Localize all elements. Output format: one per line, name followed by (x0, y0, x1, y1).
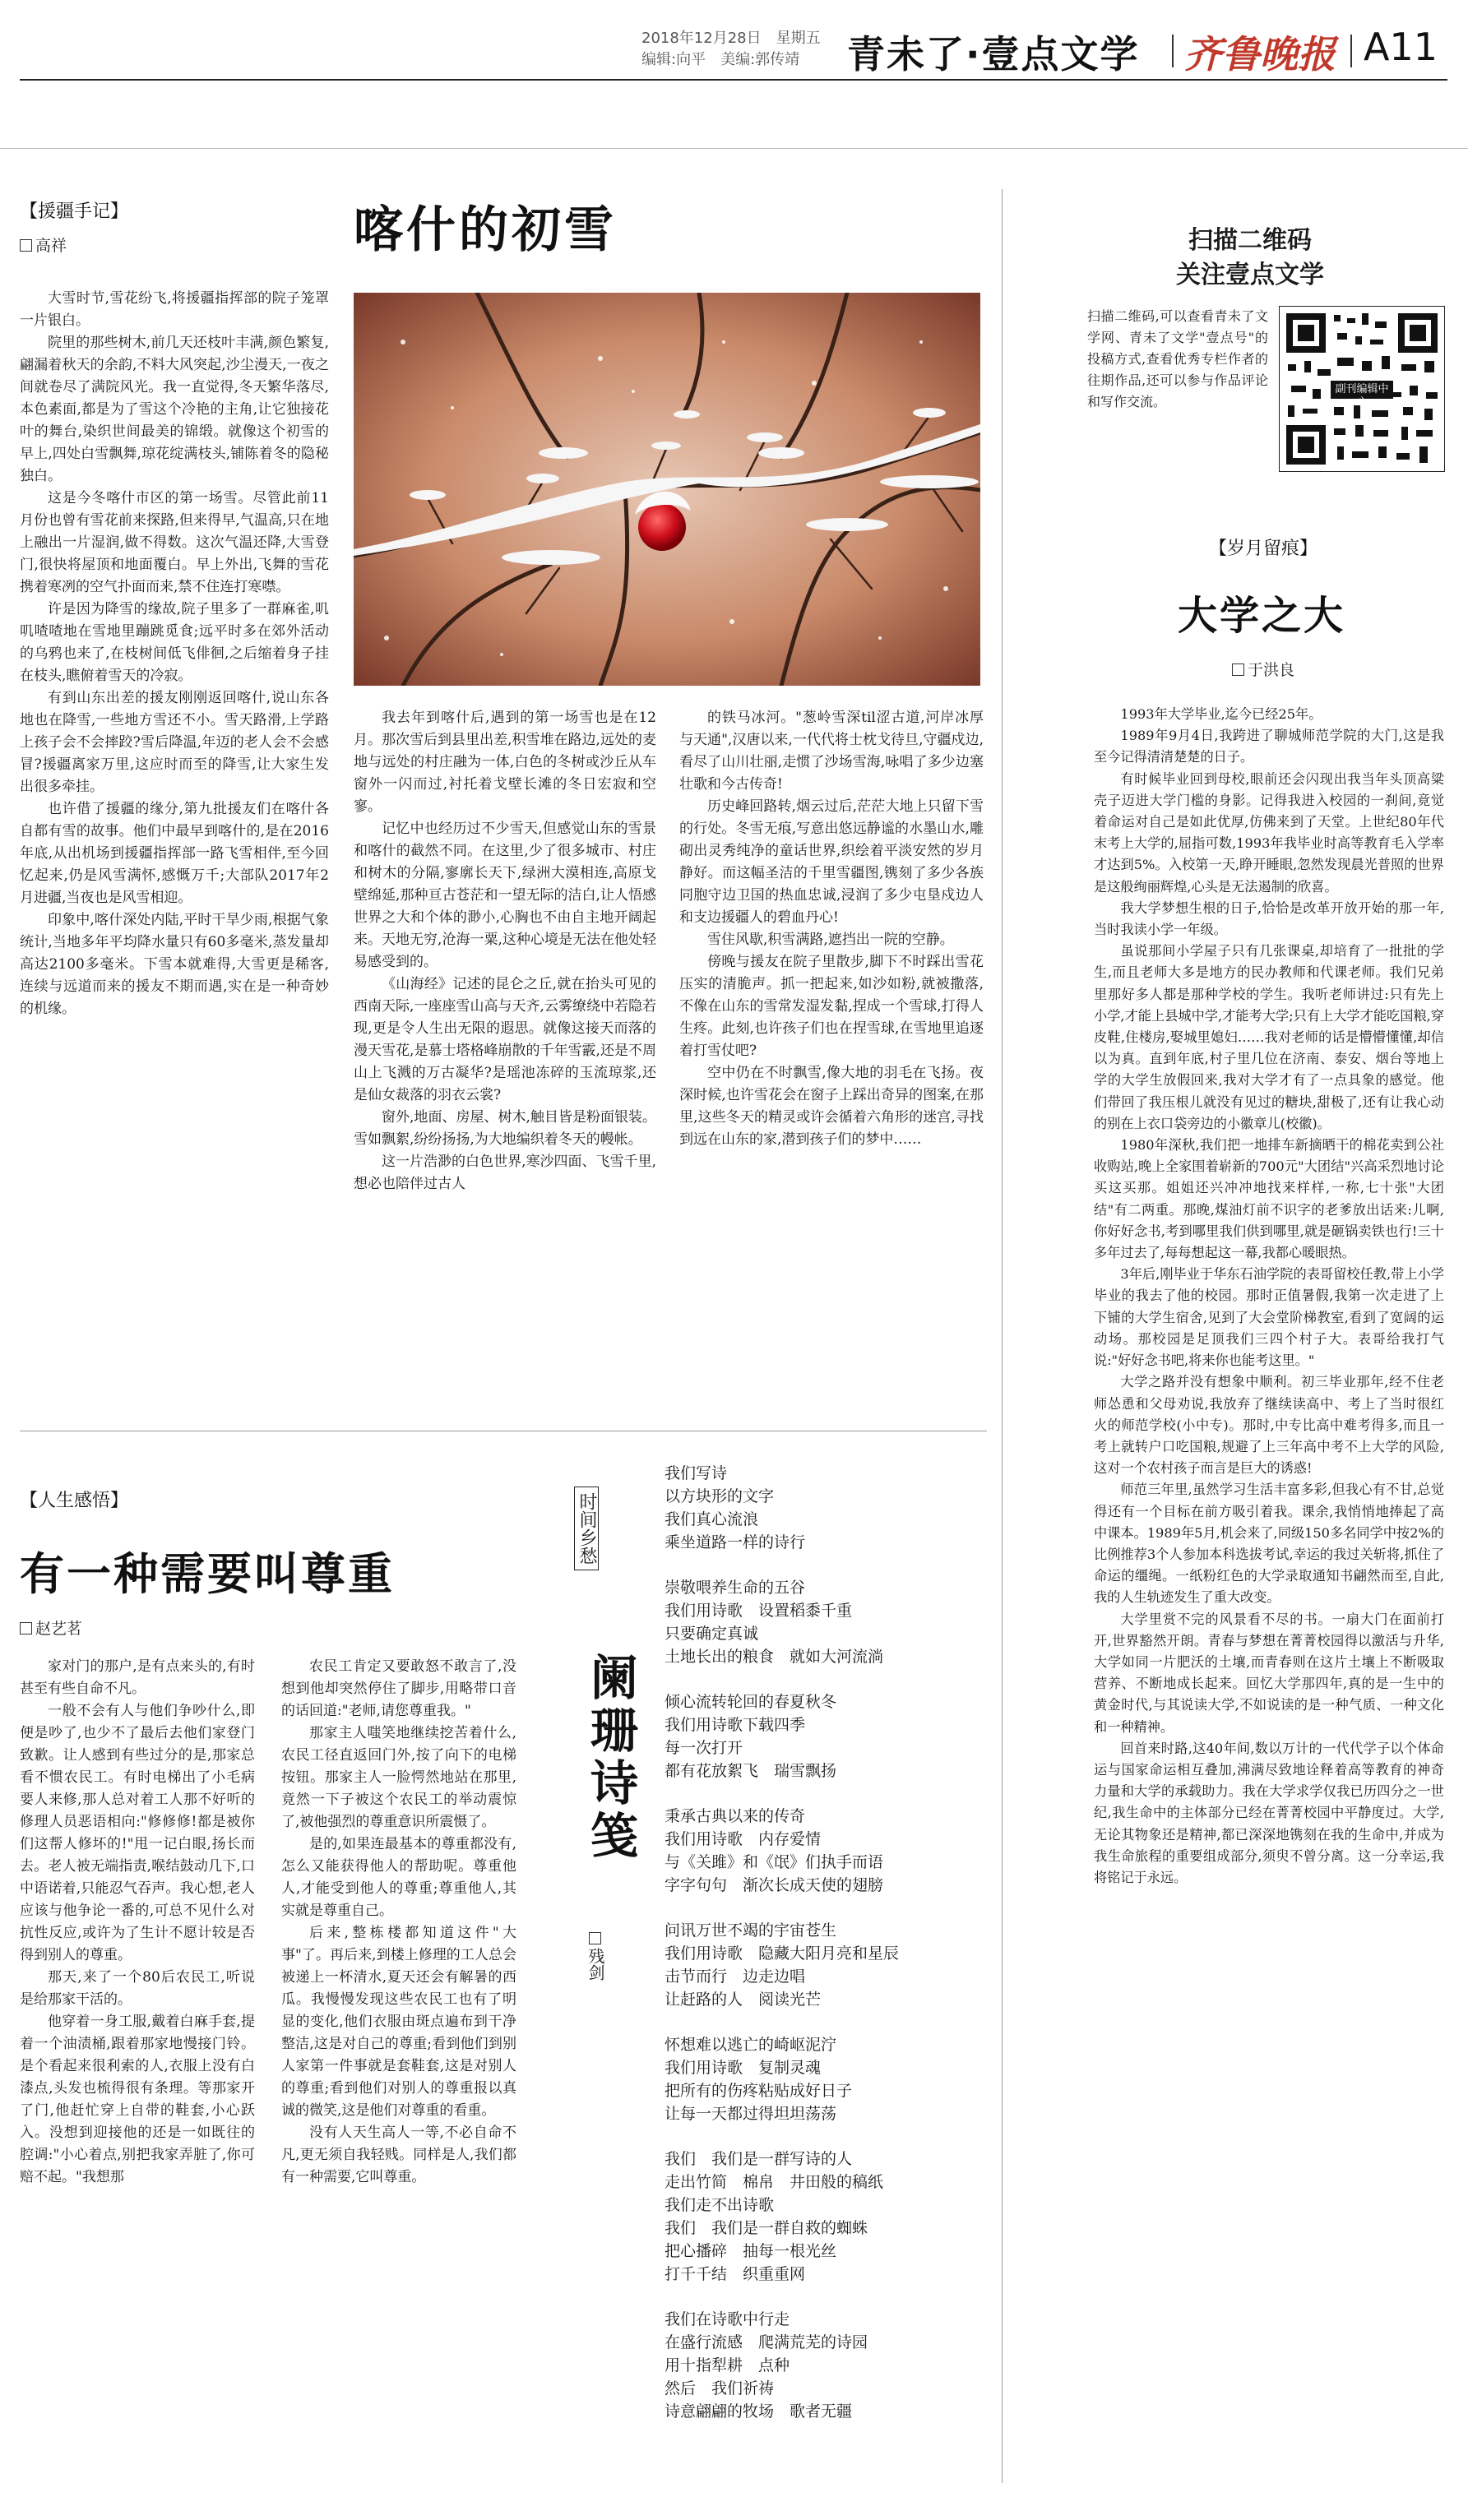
article1-title: 喀什的初雪 (354, 201, 617, 259)
poem-line: 乘坐道路一样的诗行 (665, 1533, 806, 1551)
poem-line: 与《关雎》和《氓》们执手而语 (665, 1853, 884, 1871)
section-title: 青未了·壹点文学 (847, 32, 1140, 76)
poem-stanza (665, 1462, 993, 1554)
paragraph: 的铁马冰河。"葱岭雪深til涩古道,河岸冰厚与天通",汉唐以来,一代代将士枕戈待旦,守疆戍边,看尽了山川壮丽,走惯了沙场雪海,咏唱了多少边塞壮歌和今古传奇! (679, 710, 984, 793)
poem-line: 让每一天都过得坦坦荡荡 (665, 2105, 837, 2123)
article2-byline (1232, 658, 1294, 680)
article4-title: 阑珊诗笺 (582, 1653, 638, 1863)
poem-line: 用十指犁耕 点种 (665, 2356, 790, 2374)
poem-line: 我们用诗歌 设置稻黍千重 (665, 1602, 853, 1620)
poem-line: 让赶路的人 阅读光芒 (665, 1991, 822, 2009)
poem-line: 诗意翩翩的牧场 歌者无疆 (665, 2402, 853, 2421)
qr-heading-line2: 关注壹点文学 (1176, 261, 1324, 289)
article2-title: 大学之大 (1178, 593, 1346, 639)
page-number: A11 (1364, 25, 1438, 69)
paragraph: 家对门的那户,是有点来头的,有时甚至有些自命不凡。 (20, 1658, 255, 1697)
article2-author: 于洪良 (1248, 661, 1295, 679)
poem-line: 走出竹简 棉帛 井田般的稿纸 (665, 2173, 884, 2191)
poem-line: 我们 我们是一群写诗的人 (665, 2150, 853, 2168)
poem-line: 倾心流转轮回的春夏秋冬 (665, 1693, 837, 1711)
article4-byline (586, 1932, 605, 1981)
paragraph: 窗外,地面、房屋、树木,触目皆是粉面银装。雪如飘絮,纷纷扬扬,为大地编织着冬天的幔帐。 (354, 1109, 656, 1148)
paragraph: 大学之路并没有想象中顺利。初三毕业那年,经不住老师怂恿和父母劝说,我放弃了继续读高中、考上了当时很红火的师范学校(小中专)。那时,中专比高中难考得多,而且一考上就转户口吃国粮,规避了上三年高中考不上大学的风险,这对一个农村孩子而言是巨大的诱惑! (1094, 1374, 1444, 1477)
poem-line: 每一次打开 (665, 1739, 743, 1757)
article1-column-2 (354, 707, 656, 1195)
paragraph: 大雪时节,雪花纷飞,将援疆指挥部的院子笼罩一片银白。 (20, 290, 329, 329)
paragraph: 那天,来了一个80后农民工,听说是给那家干活的。 (20, 1969, 255, 2008)
article2-body (1094, 704, 1444, 1889)
article3-tag: 【人生感悟】 (20, 1491, 129, 1511)
paragraph: 他穿着一身工服,戴着白麻手套,提着一个油渍桶,跟着那家地慢接门铃。是个看起来很利索的人,衣服上没有白漆点,头发也梳得很有条理。等那家开了门,他赶忙穿上自带的鞋套,小心跃入。没想到迎接他的还是一如既往的腔调:"小心着点,别把我家弄脏了,你可赔不起。"我想那 (20, 2014, 255, 2185)
right-column-divider (1002, 189, 1003, 2483)
paragraph: 没有人天生高人一等,不必自命不凡,更无须自我轻贱。同样是人,我们都有一种需要,它叫尊重。 (281, 2125, 516, 2185)
poem-line: 字字句句 渐次长成天使的翅膀 (665, 1876, 884, 1894)
article3-byline (20, 1616, 82, 1639)
poem-stanza (665, 2308, 993, 2423)
poem-line: 怀想难以逃亡的崎岖泥泞 (665, 2036, 837, 2054)
poem-line: 击节而行 边走边唱 (665, 1967, 806, 1986)
article3-column-1 (20, 1656, 255, 2189)
article4-author: 残剑 (586, 1948, 605, 1981)
article1-column-1 (20, 288, 329, 1020)
poem-line: 我们走不出诗歌 (665, 2196, 775, 2214)
paragraph: 1993年大学毕业,迄今已经25年。 (1120, 706, 1322, 722)
article3-column-2 (281, 1656, 516, 2189)
paragraph: 记忆中也经历过不少雪天,但感觉山东的雪景和喀什的截然不同。在这里,少了很多城市、村庄和树木的分隔,寥廓长天下,绿洲大漠相连,高原戈壁绵延,那种亘古苍茫和一望无际的洁白,让人悟感世界之大和个体的渺小,心胸也不由自主地开阔起来。天地无穷,沧海一粟,这种心境是无法在他处轻易感受到的。 (354, 821, 656, 970)
header-rule (20, 79, 1447, 81)
qr-heading (1102, 224, 1398, 293)
qr-code[interactable] (1279, 306, 1445, 472)
poem-line: 秉承古典以来的传奇 (665, 1807, 806, 1825)
paragraph: 傍晚与援友在院子里散步,脚下不时踩出雪花压实的清脆声。抓一把起来,如沙如粉,就被撒落,不像在山东的雪常发湿发黏,捏成一个雪球,打得人生疼。此刻,也许孩子们也在捏雪球,在雪地里追逐着打雪仗吧? (679, 954, 984, 1059)
article3-title: 有一种需要叫尊重 (20, 1548, 395, 1600)
paragraph: 是的,如果连最基本的尊重都没有,怎么又能获得他人的帮助呢。尊重他人,才能受到他人的尊重;尊重他人,其实就是尊重自己。 (281, 1836, 516, 1919)
paragraph: 农民工肯定又要敢怒不敢言了,没想到他却突然停住了脚步,用略带口音的话回道:"老师,请您尊重我。" (281, 1658, 516, 1719)
poem-line: 崇敬喂养生命的五谷 (665, 1579, 806, 1597)
poem-line: 把所有的伤疼粘贴成好日子 (665, 2082, 853, 2100)
paragraph: 院里的那些树木,前几天还枝叶丰满,颜色繁复,翩漏着秋天的余韵,不料大风突起,沙尘漫天,一夜之间就卷尽了满院风光。我一直觉得,冬天繁华落尽,本色素面,都是为了雪这个冷艳的主角,让它独接花叶的舞台,染织世间最美的锦缎。就像这个初雪的早上,四处白雪飘舞,琼花绽满枝头,铺陈着冬的隐秘独白。 (20, 335, 329, 484)
poem-line: 我们 我们是一群自救的蜘蛛 (665, 2219, 868, 2237)
poem-line: 我们用诗歌 隐藏大阳月亮和星辰 (665, 1944, 900, 1963)
qr-heading-line1: 扫描二维码 (1188, 226, 1312, 255)
paragraph: 印象中,喀什深处内陆,平时干旱少雨,根据气象统计,当地多年平均降水量只有60多毫米,蒸发量却高达2100多毫米。下雪本就难得,大雪更是稀客,连续与远道而来的援友不期而遇,实在是一种奇妙的机缘。 (20, 912, 329, 1017)
paragraph: 1989年9月4日,我跨进了聊城师范学院的大门,这是我至今记得清清楚楚的日子。 (1094, 728, 1444, 765)
poem-stanza (665, 1576, 993, 1668)
poem-line: 我们真心流浪 (665, 1510, 759, 1528)
article3-author: 赵艺茗 (35, 1620, 83, 1638)
poem-line: 以方块形的文字 (665, 1487, 775, 1505)
paragraph: 3年后,刚毕业于华东石油学院的表哥留校任教,带上小学毕业的我去了他的校园。那时正值暑假,我第一次走进了上下铺的大学生宿舍,见到了大会堂阶梯教室,看到了宽阔的运动场。那校园是足顶我们三四个村子大。表哥给我打气说:"好好念书吧,将来你也能考这里。" (1094, 1266, 1444, 1369)
header-editors: 编辑:向平 美编:郭传靖 (641, 51, 800, 68)
paragraph: 许是因为降雪的缘故,院子里多了一群麻雀,叽叽喳喳地在雪地里蹦跳觅食;远平时多在郊外活动的乌鸦也来了,在枝树间低飞俳徊,之后缩着身子挂在枝头,瞧俯着雪天的冷寂。 (20, 601, 329, 684)
snow-berry-photo (354, 293, 980, 686)
paragraph: 那家主人嗤笑地继续挖苦着什么,农民工径直返回门外,按了向下的电梯按钮。那家主人一脸愕然地站在那里,竟然一下子被这个农民工的举动震惊了,被他强烈的尊重意识所震慑了。 (281, 1725, 516, 1830)
poem-stanza (665, 2148, 993, 2286)
poem-line: 我们写诗 (665, 1464, 728, 1482)
paragraph: 空中仍在不时飘雪,像大地的羽毛在飞扬。夜深时候,也许雪花会在窗子上踩出奇异的图案,在那里,这些冬天的精灵或许会循着六角形的迷宫,寻找到远在山东的家,潜到孩子们的梦中…… (679, 1065, 984, 1148)
poem-line: 土地长出的粮食 就如大河流淌 (665, 1648, 884, 1666)
poem-line: 我们用诗歌 复制灵魂 (665, 2059, 822, 2077)
poem-stanza (665, 1805, 993, 1897)
article1-column-3 (679, 707, 984, 1151)
poem-line: 把心播碎 抽每一根光丝 (665, 2242, 837, 2260)
paragraph: 历史峰回路转,烟云过后,茫茫大地上只留下雪的行处。冬雪无痕,写意出悠远静谧的水墨山水,雕砌出灵秀纯净的童话世界,织绘着平淡安然的岁月静好。而这幅圣洁的千里雪疆图,镌刻了多少各族同胞守边卫国的热血忠诚,浸润了多少屯垦戍边人和支边援疆人的碧血丹心! (679, 798, 984, 926)
poem-line: 在盛行流感 爬满荒芜的诗园 (665, 2333, 868, 2351)
qr-description: 扫描二维码,可以查看青未了文学网、青未了文学"壹点号"的投稿方式,查看优秀专栏作者的往期作品,还可以参与作品评论和写作交流。 (1087, 308, 1268, 409)
paragraph: 这一片浩渺的白色世界,寒沙四面、飞雪千里,想必也陪伴过古人 (354, 1154, 656, 1192)
poem-line: 都有花放絮飞 瑞雪飘扬 (665, 1762, 837, 1780)
qr-label: 副刊编辑中心 (1335, 383, 1389, 409)
paragraph: 我去年到喀什后,遇到的第一场雪也是在12月。那次雪后到县里出差,积雪堆在路边,远处的麦地与远处的村庄融为一体,白色的冬树或沙丘从车窗外一闪而过,衬托着戈壁长滩的冬日宏寂和空寥。 (354, 710, 656, 815)
article1-tag: 【援疆手记】 (20, 201, 129, 222)
paragraph: 有到山东出差的援友刚刚返回喀什,说山东各地也在降雪,一些地方雪还不小。雪天路滑,上学路上孩子会不会摔跤?雪后降温,年迈的老人会不会感冒?援疆离家万里,这应时而至的降雪,让大家生发出很多牵挂。 (20, 690, 329, 795)
poem-line: 我们用诗歌下载四季 (665, 1716, 806, 1734)
top-divider (0, 148, 1468, 149)
poem-stanza (665, 1919, 993, 2011)
article1-author: 高祥 (35, 237, 67, 255)
article2-tag: 【岁月留痕】 (1209, 539, 1318, 559)
paragraph: 雪住风歇,积雪满路,遮挡出一院的空静。 (707, 932, 954, 948)
paragraph: 这是今冬喀什市区的第一场雪。尽管此前11月份也曾有雪花前来探路,但来得早,气温高,只在地上融出一片湿润,做不得数。这次气温还降,大雪登门,很快将屋顶和地面覆白。早上外出,飞舞的雪花携着寒冽的空气扑面而来,禁不住连打寒噤。 (20, 490, 329, 595)
paper-logo: 齐鲁晚报 (1184, 32, 1336, 76)
paragraph: 大学里赏不完的风景看不尽的书。一扇大门在面前打开,世界豁然开朗。青春与梦想在菁菁校园得以激活与升华,大学如同一片肥沃的土壤,而青春则在这片土壤上不断吸取营养、不断地成长起来。回忆大学那四年,真的是一生中的黄金时代,与其说读大学,不如说读的是一种气质、一种文化和一种精神。 (1094, 1611, 1444, 1735)
poem-line: 只要确定真诚 (665, 1625, 759, 1643)
poem-line: 打千千结 织重重网 (665, 2265, 806, 2283)
paragraph: 也许借了援疆的缘分,第九批援友们在喀什各自都有雪的故事。他们中最早到喀什的,是在2016年底,从出机场到援疆指挥部一路飞雪相伴,至今回忆起来,仍是风雪满怀,感慨万千;大部队2017年2月进疆,当夜也是风雪相迎。 (20, 801, 329, 906)
paragraph: 《山海经》记述的昆仑之丘,就在抬头可见的西南天际,一座座雪山高与天齐,云雾缭绕中若隐若现,更是令人生出无限的遐思。就像这接天而落的漫天雪花,是慕士塔格峰崩散的千年雪霰,还是不周山上飞溅的万古凝华?是瑶池冻碎的玉流琼浆,还是仙女裁落的羽衣云裳? (354, 976, 656, 1103)
paragraph: 我大学梦想生根的日子,恰恰是改革开放开始的那一年,当时我读小学一年级。 (1094, 899, 1444, 938)
paragraph: 回首来时路,这40年间,数以万计的一代代学子以个体命运与国家命运相互叠加,沸满尽致地诠释着高等教育的神奇力量和大学的承载助力。我在大学求学仅我已历四分之一世纪,我生命中的主体部分已经在菁菁校园中平静度过。大学,无论其物象还是精神,都已深深地镌刻在我的生命中,并成为我生命旅程的重要组成部分,须臾不曾分离。这一分幸运,我将铭记于永远。 (1094, 1740, 1444, 1885)
paragraph: 虽说那间小学屋子只有几张课桌,却培育了一批批的学生,而且老师大多是地方的民办教师和代课老师。我们兄弟里那好多人都是那种学校的学生。我听老师讲过:只有先上小学,才能上县城中学,才能考大学;只有上大学才能吃国粮,穿皮鞋,住楼房,娶城里媳妇……我对老师的话是懵懵懂懂,却信以为真。直到年底,村子里几位在济南、泰安、烟台等地上学的大学生放假回来,我对大学才有了一点具象的感觉。他们带回了我压根儿就没有见过的糖块,甜极了,还有让我心动的别在上衣口袋旁边的小徽章儿(校徽)。 (1094, 943, 1444, 1131)
poem-line: 问讯万世不竭的宇宙苍生 (665, 1921, 837, 1940)
poem-stanza (665, 1690, 993, 1782)
poem-line: 然后 我们祈祷 (665, 2379, 775, 2397)
article1-byline (20, 234, 67, 256)
article4-poem (665, 1462, 993, 2445)
poem-stanza (665, 2033, 993, 2125)
article4-tag: 时间乡愁 (574, 1487, 599, 1570)
paragraph: 师范三年里,虽然学习生活丰富多彩,但我心有不甘,总觉得还有一个目标在前方吸引着我。课余,我悄悄地捧起了高中课本。1989年5月,机会来了,同级150多名同学中按2%的比例推荐3个人参加本科选拔考试,幸运的我过关斩将,抓住了命运的缰绳。一纸粉红色的大学录取通知书翩然而至,自此,我的人生轨迹发生了重大改变。 (1094, 1482, 1444, 1606)
paragraph: 有时候毕业回到母校,眼前还会闪现出我当年头顶高粱壳子迈进大学门槛的身影。记得我进入校园的一刹间,竟觉着命运对自己是如此优厚,仿佛来到了天堂。上世纪80年代末考上大学的,屈指可数,1993年我毕业时高等教育毛入学率才达到5%。入校第一天,睁开睡眼,忽然发现晨光普照的世界是这般绚丽辉煌,心头是无法遏制的欣喜。 (1094, 770, 1444, 895)
paragraph: 1980年深秋,我们把一地排车新摘晒干的棉花卖到公社收购站,晚上全家围着崭新的700元"大团结"兴高采烈地讨论买这买那。姐姐还兴冲冲地找来样样,一称,七十张"大团结"有二两重。那晚,煤油灯前不识字的老爹放出话来:儿啊,你好好念书,考到哪里我们供到哪里,就是砸锅卖铁也行!三十多年过去了,每每想起这一幕,我都心暖眼热。 (1094, 1137, 1444, 1261)
poem-line: 我们在诗歌中行走 (665, 2310, 790, 2328)
paragraph: 后来,整栋楼都知道这件"大事"了。再后来,到楼上修理的工人总会被递上一杯清水,夏天还会有解暑的西瓜。我慢慢发现这些农民工也有了明显的变化,他们衣服由斑点遍布到干净整洁,这是对自己的尊重;看到他们到别人家第一件事就是套鞋套,这是对别人的尊重;看到他们对别人的尊重报以真诚的微笑,这是他们对尊重的看重。 (281, 1925, 516, 2119)
poem-line: 我们用诗歌 内存爱情 (665, 1830, 822, 1848)
header-date: 2018年12月28日 星期五 (641, 30, 821, 47)
paragraph: 一般不会有人与他们争吵什么,即便是吵了,也少不了最后去他们家登门致歉。让人感到有些过分的是,那家总看不惯农民工。有时电梯出了小毛病要人来修,那人总对着工人那不好听的修理人员恶语相向:"修修修!都是被你们这帮人修坏的!"甩一记白眼,扬长而去。老人被无端指责,喉结鼓动几下,口中语诺着,只能忍气吞声。我心想,老人应该与他争论一番的,可总不见什么对抗性反应,或许为了生计不愿计较是否得到别人的尊重。 (20, 1703, 255, 1963)
